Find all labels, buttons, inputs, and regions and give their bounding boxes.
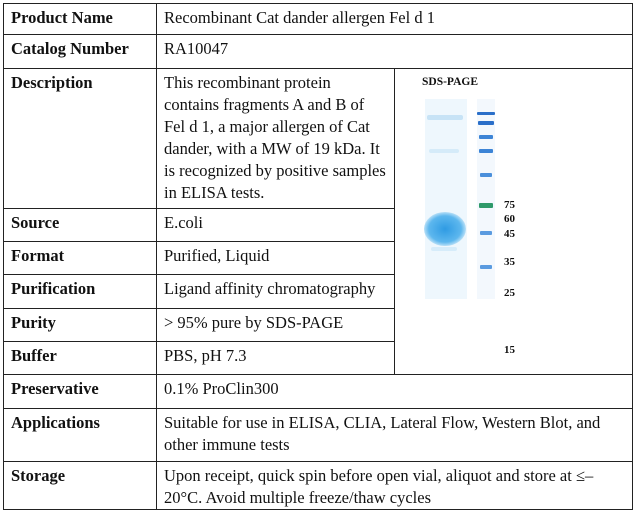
ladder-band-15 <box>480 265 492 269</box>
ladder-band-25 <box>479 203 493 208</box>
description-value: This recombinant protein contains fragments A and B of Fel d 1, a major allergen of Cat dander, with a MW of 19 kDa. It is recognized by positive samples in ELISA tests. <box>157 69 395 209</box>
marker-label-75: 75 <box>504 199 515 211</box>
buffer-value: PBS, pH 7.3 <box>157 342 395 375</box>
purity-label: Purity <box>4 309 157 342</box>
product-name-value: Recombinant Cat dander allergen Fel d 1 <box>157 4 633 35</box>
sample-lane <box>425 99 467 299</box>
marker-label-25: 25 <box>504 287 515 299</box>
sample-faint-band-top <box>427 115 463 120</box>
ladder-band-top <box>477 112 495 115</box>
sample-main-band <box>424 212 466 246</box>
applications-label: Applications <box>4 409 157 462</box>
purification-value: Ligand affinity chromatography <box>157 275 395 309</box>
ladder-band-20 <box>480 231 492 235</box>
product-name-label: Product Name <box>4 4 157 35</box>
source-value: E.coli <box>157 209 395 242</box>
sds-page-figure <box>395 69 633 375</box>
product-spec-table <box>3 3 633 510</box>
sample-lower-smear <box>431 247 457 251</box>
marker-label-35: 35 <box>504 256 515 268</box>
ladder-band-45 <box>479 149 493 153</box>
buffer-label: Buffer <box>4 342 157 375</box>
preservative-label: Preservative <box>4 375 157 409</box>
catalog-number-value: RA10047 <box>157 35 633 69</box>
sample-faint-band-mid <box>429 149 459 153</box>
ladder-band-75 <box>478 121 494 125</box>
marker-label-45: 45 <box>504 228 515 240</box>
marker-label-15: 15 <box>504 344 515 356</box>
format-label: Format <box>4 242 157 275</box>
ladder-band-35 <box>480 173 492 177</box>
format-value: Purified, Liquid <box>157 242 395 275</box>
preservative-value: 0.1% ProClin300 <box>157 375 633 409</box>
marker-label-60: 60 <box>504 213 515 225</box>
storage-label: Storage <box>4 462 157 510</box>
applications-value: Suitable for use in ELISA, CLIA, Lateral Flow, Western Blot, and other immune tests <box>157 409 633 462</box>
catalog-number-label: Catalog Number <box>4 35 157 69</box>
storage-value: Upon receipt, quick spin before open vial, aliquot and store at ≤–20°C. Avoid multiple freeze/thaw cycles <box>157 462 633 510</box>
purification-label: Purification <box>4 275 157 309</box>
sds-page-gel-image <box>415 89 505 309</box>
source-label: Source <box>4 209 157 242</box>
ladder-band-60 <box>479 135 493 139</box>
description-label: Description <box>4 69 157 209</box>
purity-value: > 95% pure by SDS-PAGE <box>157 309 395 342</box>
gel-title: SDS-PAGE <box>422 76 479 88</box>
